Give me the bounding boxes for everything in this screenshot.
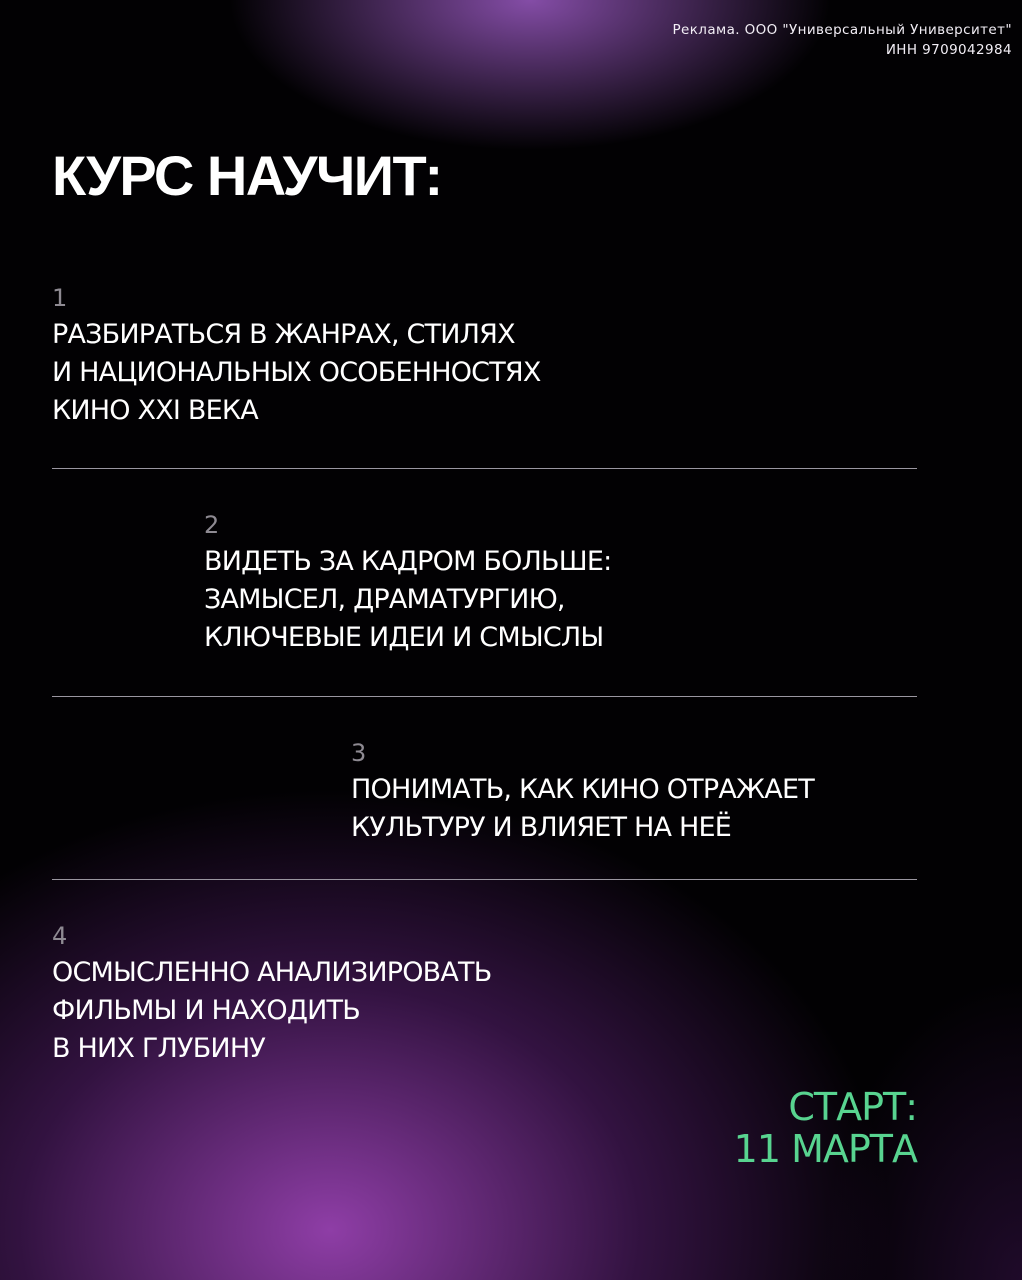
divider	[52, 879, 917, 880]
outcome-item-4	[52, 922, 491, 1068]
start-date: 11 МАРТА	[733, 1127, 917, 1171]
outcome-text-line: КИНО XXI ВЕКА	[52, 395, 258, 426]
outcome-text-line: И НАЦИОНАЛЬНЫХ ОСОБЕННОСТЯХ	[52, 357, 541, 388]
divider	[52, 468, 917, 469]
start-label: СТАРТ:	[788, 1085, 917, 1129]
outcome-number: 4	[52, 922, 68, 950]
outcome-text-line: ФИЛЬМЫ И НАХОДИТЬ	[52, 995, 360, 1026]
outcome-number: 1	[52, 284, 68, 312]
page-title: КУРС НАУЧИТ:	[52, 144, 442, 207]
outcome-text-line: ОСМЫСЛЕННО АНАЛИЗИРОВАТЬ	[52, 957, 492, 988]
outcome-item-2	[204, 511, 611, 657]
outcome-text-line: КУЛЬТУРУ И ВЛИЯЕТ НА НЕЁ	[351, 812, 731, 843]
outcome-text-line: В НИХ ГЛУБИНУ	[52, 1033, 265, 1064]
outcome-item-3	[351, 739, 814, 847]
outcome-text-line: ВИДЕТЬ ЗА КАДРОМ БОЛЬШЕ:	[204, 546, 612, 577]
outcome-text-line: ЗАМЫСЕЛ, ДРАМАТУРГИЮ,	[204, 584, 565, 615]
outcome-item-1	[52, 284, 541, 430]
outcome-text-line: РАЗБИРАТЬСЯ В ЖАНРАХ, СТИЛЯХ	[52, 319, 515, 350]
ad-disclaimer-inn: ИНН 9709042984	[885, 42, 1012, 58]
ad-disclaimer	[672, 20, 1012, 60]
divider	[52, 696, 917, 697]
outcome-text-line: КЛЮЧЕВЫЕ ИДЕИ И СМЫСЛЫ	[204, 622, 604, 653]
outcome-number: 3	[351, 739, 367, 767]
start-date-block	[734, 1086, 917, 1170]
ad-disclaimer-company: Реклама. ООО "Универсальный Университет"	[672, 22, 1012, 38]
outcome-text-line: ПОНИМАТЬ, КАК КИНО ОТРАЖАЕТ	[351, 774, 814, 805]
outcome-number: 2	[204, 511, 220, 539]
